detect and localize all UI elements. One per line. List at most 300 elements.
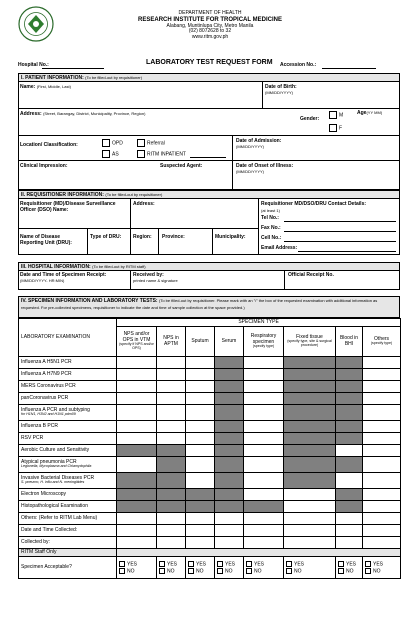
acceptable-no-label: NO: [346, 567, 354, 574]
unavailable-cell: [244, 501, 284, 513]
exam-checkbox-cell[interactable]: [117, 525, 157, 537]
age-label: Age: [357, 110, 367, 116]
received-by-label: Received by:: [133, 272, 164, 278]
exam-checkbox-cell[interactable]: [363, 445, 401, 457]
opd-checkbox[interactable]: [102, 139, 110, 147]
unavailable-cell: [117, 501, 157, 513]
table-row: [19, 405, 401, 421]
exam-checkbox-cell[interactable]: [363, 473, 401, 489]
exam-checkbox-cell[interactable]: [117, 433, 157, 445]
ritm-staff-only-fill: [117, 549, 401, 557]
lab-exam-cell: [19, 369, 117, 381]
specimen-col-header: [157, 327, 186, 357]
gender-m-checkbox[interactable]: [329, 111, 337, 119]
exam-checkbox-cell[interactable]: [157, 393, 186, 405]
lab-exam-name: Influenza A H5N1 PCR: [21, 358, 72, 365]
exam-checkbox-cell[interactable]: [363, 421, 401, 433]
unavailable-cell: [215, 369, 244, 381]
acceptable-no-option[interactable]: [217, 568, 241, 575]
exam-checkbox-cell[interactable]: [117, 421, 157, 433]
exam-checkbox-cell[interactable]: [186, 433, 215, 445]
unavailable-cell: [157, 445, 186, 457]
acceptable-yes-option[interactable]: [365, 561, 398, 568]
acceptable-options: [157, 557, 186, 579]
fax-label: Fax No.:: [261, 225, 281, 231]
exam-checkbox-cell[interactable]: [363, 405, 401, 421]
specimen-col-header: [186, 327, 215, 357]
specimen-col-label: Respiratory specimen: [250, 333, 277, 345]
address-label: Address:: [20, 111, 42, 117]
exam-checkbox-cell[interactable]: [284, 513, 336, 525]
exam-checkbox-cell[interactable]: [157, 421, 186, 433]
unavailable-cell: [336, 381, 363, 393]
section-4-title: IV. SPECIMEN INFORMATION AND LABORATORY TESTS:: [21, 298, 158, 304]
exam-checkbox-cell[interactable]: [215, 525, 244, 537]
section-3-note: (To be filled-out by RITM staff): [92, 264, 146, 269]
exam-checkbox-cell[interactable]: [284, 525, 336, 537]
section-1-title: I. PATIENT INFORMATION:: [21, 75, 84, 81]
acceptable-no-checkbox[interactable]: [286, 568, 292, 574]
exam-checkbox-cell[interactable]: [117, 537, 157, 549]
section-4-note: (To be filled-out by requisitioner. Please mark with an "/" the box of the requested examination with additional information as requested. For pre-collected specimens, requisitioner to indicate the date and time of sample collection at the space provided.): [21, 298, 378, 310]
acceptable-yes-checkbox[interactable]: [217, 561, 223, 567]
ritm-staff-only: RITM Staff Only: [19, 549, 117, 557]
exam-checkbox-cell[interactable]: [157, 525, 186, 537]
name-hint: (First, Middle, Last): [36, 84, 71, 89]
region-label: Region:: [133, 234, 152, 240]
acceptable-no-label: NO: [225, 567, 233, 574]
unavailable-cell: [186, 501, 215, 513]
location-label: Location/ Classification:: [20, 142, 78, 148]
section-1-note: (To be filled-out by requisitioner): [85, 75, 143, 80]
exam-checkbox-cell[interactable]: [244, 457, 284, 473]
table-row: [19, 357, 401, 369]
lab-exam-cell: [19, 381, 117, 393]
unavailable-cell: [284, 433, 336, 445]
exam-checkbox-cell[interactable]: [244, 445, 284, 457]
unavailable-cell: [215, 357, 244, 369]
exam-checkbox-cell[interactable]: [186, 393, 215, 405]
exam-checkbox-cell[interactable]: [244, 513, 284, 525]
fax-field[interactable]: [284, 231, 396, 232]
section-2-title: II. REQUISITIONER INFORMATION:: [21, 192, 104, 198]
acceptable-no-label: NO: [167, 567, 175, 574]
referral-option[interactable]: [137, 139, 165, 147]
acceptable-no-checkbox[interactable]: [188, 568, 194, 574]
exam-checkbox-cell[interactable]: [215, 537, 244, 549]
exam-checkbox-cell[interactable]: [244, 473, 284, 489]
received-by-field[interactable]: [133, 272, 178, 283]
specimen-col-label: Sputum: [191, 337, 209, 344]
impression-label: Clinical Impression:: [20, 163, 68, 169]
unavailable-cell: [336, 369, 363, 381]
cell-field[interactable]: [284, 241, 396, 242]
unavailable-cell: [336, 457, 363, 473]
acceptable-yes-label: YES: [196, 561, 207, 567]
as-option[interactable]: [102, 150, 119, 158]
exam-checkbox-cell[interactable]: [186, 421, 215, 433]
received-by-hint: printed name & signature: [133, 278, 178, 283]
exam-checkbox-cell[interactable]: [244, 381, 284, 393]
exam-checkbox-cell[interactable]: [244, 421, 284, 433]
acceptable-yes-label: YES: [294, 561, 305, 567]
lab-exam-cell: [19, 525, 117, 537]
section-4-header: [18, 296, 400, 318]
ritm-inpatient-label: RITM INPATIENT: [147, 151, 186, 158]
ritm-inpatient-checkbox[interactable]: [137, 150, 145, 158]
acceptable-no-option[interactable]: [119, 568, 154, 575]
unavailable-cell: [336, 357, 363, 369]
acceptable-yes-option[interactable]: [286, 561, 333, 568]
contact-label: Requisitioner MD/DSO/DRU Contact Details:: [261, 201, 367, 207]
exam-checkbox-cell[interactable]: [157, 537, 186, 549]
header: [90, 11, 330, 41]
exam-checkbox-cell[interactable]: [186, 381, 215, 393]
lab-exam-name: Influenza A H7N9 PCR: [21, 370, 72, 377]
doh-logo: [18, 6, 54, 42]
name-label: Name:: [20, 84, 36, 90]
exam-checkbox-cell[interactable]: [117, 357, 157, 369]
specimen-col-header: [363, 327, 401, 357]
acceptable-yes-label: YES: [225, 561, 236, 567]
acceptable-no-label: NO: [373, 567, 381, 574]
dso-name-label: Requisitioner (MD)/Disease Surveillance Officer (DSO) Name:: [20, 201, 116, 214]
age-field[interactable]: [357, 110, 382, 116]
exam-checkbox-cell[interactable]: [157, 433, 186, 445]
receipt-label: Date and Time of Specimen Receipt:: [20, 272, 107, 278]
province-label: Province:: [162, 234, 185, 240]
lab-exam-subtext: S. pneumo, H. influ and N. meningitides: [21, 480, 85, 485]
exam-checkbox-cell[interactable]: [186, 457, 215, 473]
exam-checkbox-cell[interactable]: [363, 369, 401, 381]
table-row: [19, 489, 401, 501]
exam-checkbox-cell[interactable]: [244, 525, 284, 537]
exam-checkbox-cell[interactable]: [336, 513, 363, 525]
table-row: [19, 457, 401, 473]
table-row: [19, 369, 401, 381]
hospital-no-field[interactable]: [42, 68, 104, 69]
unavailable-cell: [117, 445, 157, 457]
section-2-note: (To be filled-out by requisitioner): [105, 192, 163, 197]
acceptable-no-option[interactable]: [338, 568, 360, 575]
as-label: AS: [112, 151, 119, 158]
exam-checkbox-cell[interactable]: [363, 489, 401, 501]
exam-checkbox-cell[interactable]: [157, 381, 186, 393]
email-field[interactable]: [298, 251, 396, 252]
acceptable-yes-label: YES: [373, 561, 384, 567]
exam-checkbox-cell[interactable]: [363, 537, 401, 549]
exam-checkbox-cell[interactable]: [363, 525, 401, 537]
acceptable-options: [117, 557, 157, 579]
exam-checkbox-cell[interactable]: [186, 537, 215, 549]
opd-label: OPD: [112, 140, 123, 147]
exam-checkbox-cell[interactable]: [244, 393, 284, 405]
unavailable-cell: [336, 501, 363, 513]
specimen-type-header: SPECIMEN TYPE: [117, 319, 401, 327]
unavailable-cell: [215, 393, 244, 405]
acceptable-no-option[interactable]: [286, 568, 333, 575]
lab-exam-name: MERS Coronavirus PCR: [21, 382, 76, 389]
exam-checkbox-cell[interactable]: [186, 525, 215, 537]
exam-checkbox-cell[interactable]: [363, 381, 401, 393]
exam-checkbox-cell[interactable]: [244, 537, 284, 549]
acceptable-no-checkbox[interactable]: [365, 568, 371, 574]
form-title: LABORATORY TEST REQUEST FORM: [146, 59, 273, 66]
acceptable-yes-option[interactable]: [338, 561, 360, 568]
exam-checkbox-cell[interactable]: [157, 405, 186, 421]
specimen-col-label: Serum: [221, 337, 237, 344]
exam-checkbox-cell[interactable]: [117, 405, 157, 421]
ritm-inpatient-option[interactable]: [137, 150, 186, 158]
unavailable-cell: [284, 381, 336, 393]
lab-exam-name: RSV PCR: [21, 434, 44, 441]
lab-exam-subtext: Legionella, Mycoplasma and Chlamydophila: [21, 464, 92, 469]
acceptable-no-checkbox[interactable]: [246, 568, 252, 574]
exam-checkbox-cell[interactable]: [284, 501, 336, 513]
table-row: [19, 537, 401, 549]
gender-f-option[interactable]: [329, 124, 342, 132]
acceptable-no-option[interactable]: [159, 568, 183, 575]
acceptable-yes-checkbox[interactable]: [188, 561, 194, 567]
table-row: [19, 501, 401, 513]
exam-checkbox-cell[interactable]: [117, 369, 157, 381]
referral-checkbox[interactable]: [137, 139, 145, 147]
exam-checkbox-cell[interactable]: [117, 457, 157, 473]
acceptable-yes-option[interactable]: [188, 561, 212, 568]
acceptable-yes-checkbox[interactable]: [159, 561, 165, 567]
acceptable-no-option[interactable]: [246, 568, 281, 575]
exam-checkbox-cell[interactable]: [336, 445, 363, 457]
unavailable-cell: [284, 405, 336, 421]
lab-exam-name: Others: (Refer to RITM Lab Menu): [21, 514, 98, 521]
unavailable-cell: [186, 489, 215, 501]
lab-exam-cell: [19, 421, 117, 433]
cell-label: Cell No.:: [261, 235, 282, 241]
institute-name: RESEARCH INSTITUTE FOR TROPICAL MEDICINE: [138, 16, 282, 23]
acceptable-options: [284, 557, 336, 579]
dru-name-label: Name of Disease Reporting Unit (DRU):: [20, 234, 72, 247]
lab-exam-cell: [19, 357, 117, 369]
exam-checkbox-cell[interactable]: [215, 513, 244, 525]
acceptable-options: [186, 557, 215, 579]
exam-checkbox-cell[interactable]: [186, 369, 215, 381]
table-row: [19, 433, 401, 445]
address-field[interactable]: [20, 111, 145, 117]
lab-exam-cell: [19, 445, 117, 457]
exam-checkbox-cell[interactable]: [157, 513, 186, 525]
exam-checkbox-cell[interactable]: [117, 393, 157, 405]
unavailable-cell: [215, 489, 244, 501]
exam-checkbox-cell[interactable]: [186, 513, 215, 525]
unavailable-cell: [284, 457, 336, 473]
unavailable-cell: [336, 393, 363, 405]
lab-exam-name: Invasive Bacterial Diseases PCR: [21, 474, 95, 481]
acceptable-yes-label: YES: [346, 561, 357, 567]
specimen-col-sublabel: (specify type): [370, 341, 393, 346]
specimen-col-sublabel: (specify type, site & surgical procedure): [287, 339, 332, 348]
specimen-table: [18, 318, 401, 579]
as-checkbox[interactable]: [102, 150, 110, 158]
acceptable-yes-option[interactable]: [217, 561, 241, 568]
lab-exam-cell: [19, 473, 117, 489]
exam-checkbox-cell[interactable]: [244, 357, 284, 369]
acceptable-yes-checkbox[interactable]: [246, 561, 252, 567]
unavailable-cell: [215, 433, 244, 445]
specimen-col-label: NPS and/or OPS in VTM: [122, 331, 151, 343]
exam-checkbox-cell[interactable]: [336, 525, 363, 537]
unavailable-cell: [215, 421, 244, 433]
unavailable-cell: [284, 445, 336, 457]
referral-label: Referral: [147, 140, 165, 147]
accession-no-label: Accession No.:: [280, 62, 317, 68]
unavailable-cell: [284, 473, 336, 489]
specimen-col-sublabel: (specify if NPS and/or OPS): [119, 342, 154, 350]
acceptable-no-checkbox[interactable]: [159, 568, 165, 574]
lab-exam-cell: [19, 513, 117, 525]
gender-label: Gender:: [300, 116, 320, 122]
admission-label: Date of Admission:: [236, 138, 282, 144]
lab-exam-cell: [19, 405, 117, 421]
acceptable-yes-label: YES: [254, 561, 265, 567]
unavailable-cell: [157, 501, 186, 513]
exam-checkbox-cell[interactable]: [186, 445, 215, 457]
unavailable-cell: [117, 473, 157, 489]
unavailable-cell: [215, 445, 244, 457]
specimen-col-header: [117, 327, 157, 357]
receipt-field[interactable]: [20, 272, 106, 283]
unavailable-cell: [336, 433, 363, 445]
exam-checkbox-cell[interactable]: [186, 473, 215, 489]
acceptable-no-option[interactable]: [365, 568, 398, 575]
onset-format: (MM/DD/YYYY): [236, 169, 264, 174]
exam-checkbox-cell[interactable]: [244, 489, 284, 501]
official-receipt-label: Official Receipt No.: [288, 272, 334, 278]
acceptable-no-checkbox[interactable]: [217, 568, 223, 574]
lab-exam-cell: [19, 393, 117, 405]
unavailable-cell: [284, 393, 336, 405]
acceptable-yes-option[interactable]: [119, 561, 154, 568]
tel-label: Tel No.:: [261, 215, 279, 221]
acceptable-yes-option[interactable]: [246, 561, 281, 568]
exam-checkbox-cell[interactable]: [186, 405, 215, 421]
exam-checkbox-cell[interactable]: [157, 369, 186, 381]
gender-f-checkbox[interactable]: [329, 124, 337, 132]
unavailable-cell: [215, 501, 244, 513]
unavailable-cell: [157, 489, 186, 501]
institute-address: Alabang, Muntinlupa City, Metro Manila: [166, 22, 254, 29]
table-row: [19, 445, 401, 457]
exam-checkbox-cell[interactable]: [363, 433, 401, 445]
acceptable-no-checkbox[interactable]: [338, 568, 344, 574]
exam-checkbox-cell[interactable]: [244, 369, 284, 381]
gender-m-option[interactable]: [329, 111, 343, 119]
institute-phone: (02) 8072628 to 32: [188, 28, 232, 35]
exam-checkbox-cell[interactable]: [363, 357, 401, 369]
acceptable-yes-checkbox[interactable]: [365, 561, 371, 567]
exam-checkbox-cell[interactable]: [117, 513, 157, 525]
acceptable-no-option[interactable]: [188, 568, 212, 575]
table-row: [19, 381, 401, 393]
age-hint: (YY MM): [366, 110, 383, 115]
name-field[interactable]: [20, 84, 71, 90]
table-row: [19, 525, 401, 537]
contact-details: [261, 201, 397, 213]
dob-format: (MM/DD/YYYY): [265, 90, 293, 95]
table-row: [19, 393, 401, 405]
dob-field[interactable]: [265, 84, 297, 95]
lab-exam-subtext: for H1N1, H3N2 and H1N1 pdm09: [21, 412, 76, 417]
exam-checkbox-cell[interactable]: [336, 473, 363, 489]
acceptable-no-label: NO: [196, 567, 204, 574]
acceptable-yes-checkbox[interactable]: [338, 561, 344, 567]
exam-checkbox-cell[interactable]: [363, 501, 401, 513]
admission-field[interactable]: [236, 138, 281, 149]
table-row: [19, 473, 401, 489]
opd-option[interactable]: [102, 139, 123, 147]
institute-website: www.ritm.gov.ph: [191, 34, 229, 41]
exam-checkbox-cell[interactable]: [186, 357, 215, 369]
hospital-no-label: Hospital No.:: [18, 62, 49, 68]
acceptable-yes-label: YES: [167, 561, 178, 567]
suspected-agent-label: Suspected Agent:: [160, 163, 203, 169]
lab-exam-name: Histopathological Examination: [21, 502, 88, 509]
exam-checkbox-cell[interactable]: [244, 405, 284, 421]
exam-checkbox-cell[interactable]: [284, 537, 336, 549]
unavailable-cell: [336, 489, 363, 501]
lab-exam-name: Collected by:: [21, 538, 50, 545]
dept-name: DEPARTMENT OF HEALTH: [178, 10, 242, 16]
accession-no-field[interactable]: [322, 68, 376, 69]
acceptable-no-checkbox[interactable]: [119, 568, 125, 574]
contact-note: (at least 1): [261, 207, 280, 213]
ritm-inpatient-field[interactable]: [190, 157, 226, 158]
acceptable-yes-label: YES: [127, 561, 138, 567]
exam-checkbox-cell[interactable]: [363, 393, 401, 405]
exam-checkbox-cell[interactable]: [336, 537, 363, 549]
section-3-title: III. HOSPITAL INFORMATION:: [21, 264, 91, 270]
lab-exam-cell: [19, 501, 117, 513]
receipt-format: (MM/DD/YYYY- HR:MIN): [20, 278, 65, 283]
acceptable-options: [244, 557, 284, 579]
dru-type-label: Type of DRU:: [90, 234, 122, 240]
unavailable-cell: [284, 357, 336, 369]
acceptable-yes-option[interactable]: [159, 561, 183, 568]
table-row: [19, 421, 401, 433]
exam-checkbox-cell[interactable]: [363, 457, 401, 473]
acceptable-yes-checkbox[interactable]: [119, 561, 125, 567]
tel-field[interactable]: [284, 221, 396, 222]
unavailable-cell: [215, 405, 244, 421]
email-label: Email Address:: [261, 245, 298, 251]
doh-seal-icon: [18, 6, 54, 42]
acceptable-options: [215, 557, 244, 579]
specimen-col-header: [215, 327, 244, 357]
exam-checkbox-cell[interactable]: [363, 513, 401, 525]
acceptable-yes-checkbox[interactable]: [286, 561, 292, 567]
acceptable-options: [336, 557, 363, 579]
lab-exam-name: Electron Microscopy: [21, 490, 67, 497]
exam-checkbox-cell[interactable]: [284, 489, 336, 501]
exam-checkbox-cell[interactable]: [244, 433, 284, 445]
lab-exam-cell: [19, 489, 117, 501]
exam-checkbox-cell[interactable]: [117, 381, 157, 393]
unavailable-cell: [336, 421, 363, 433]
exam-checkbox-cell[interactable]: [157, 357, 186, 369]
dob-label: Date of Birth:: [265, 84, 297, 90]
onset-field[interactable]: [236, 163, 293, 174]
unavailable-cell: [157, 457, 186, 473]
gender-m-label: M: [339, 112, 344, 119]
